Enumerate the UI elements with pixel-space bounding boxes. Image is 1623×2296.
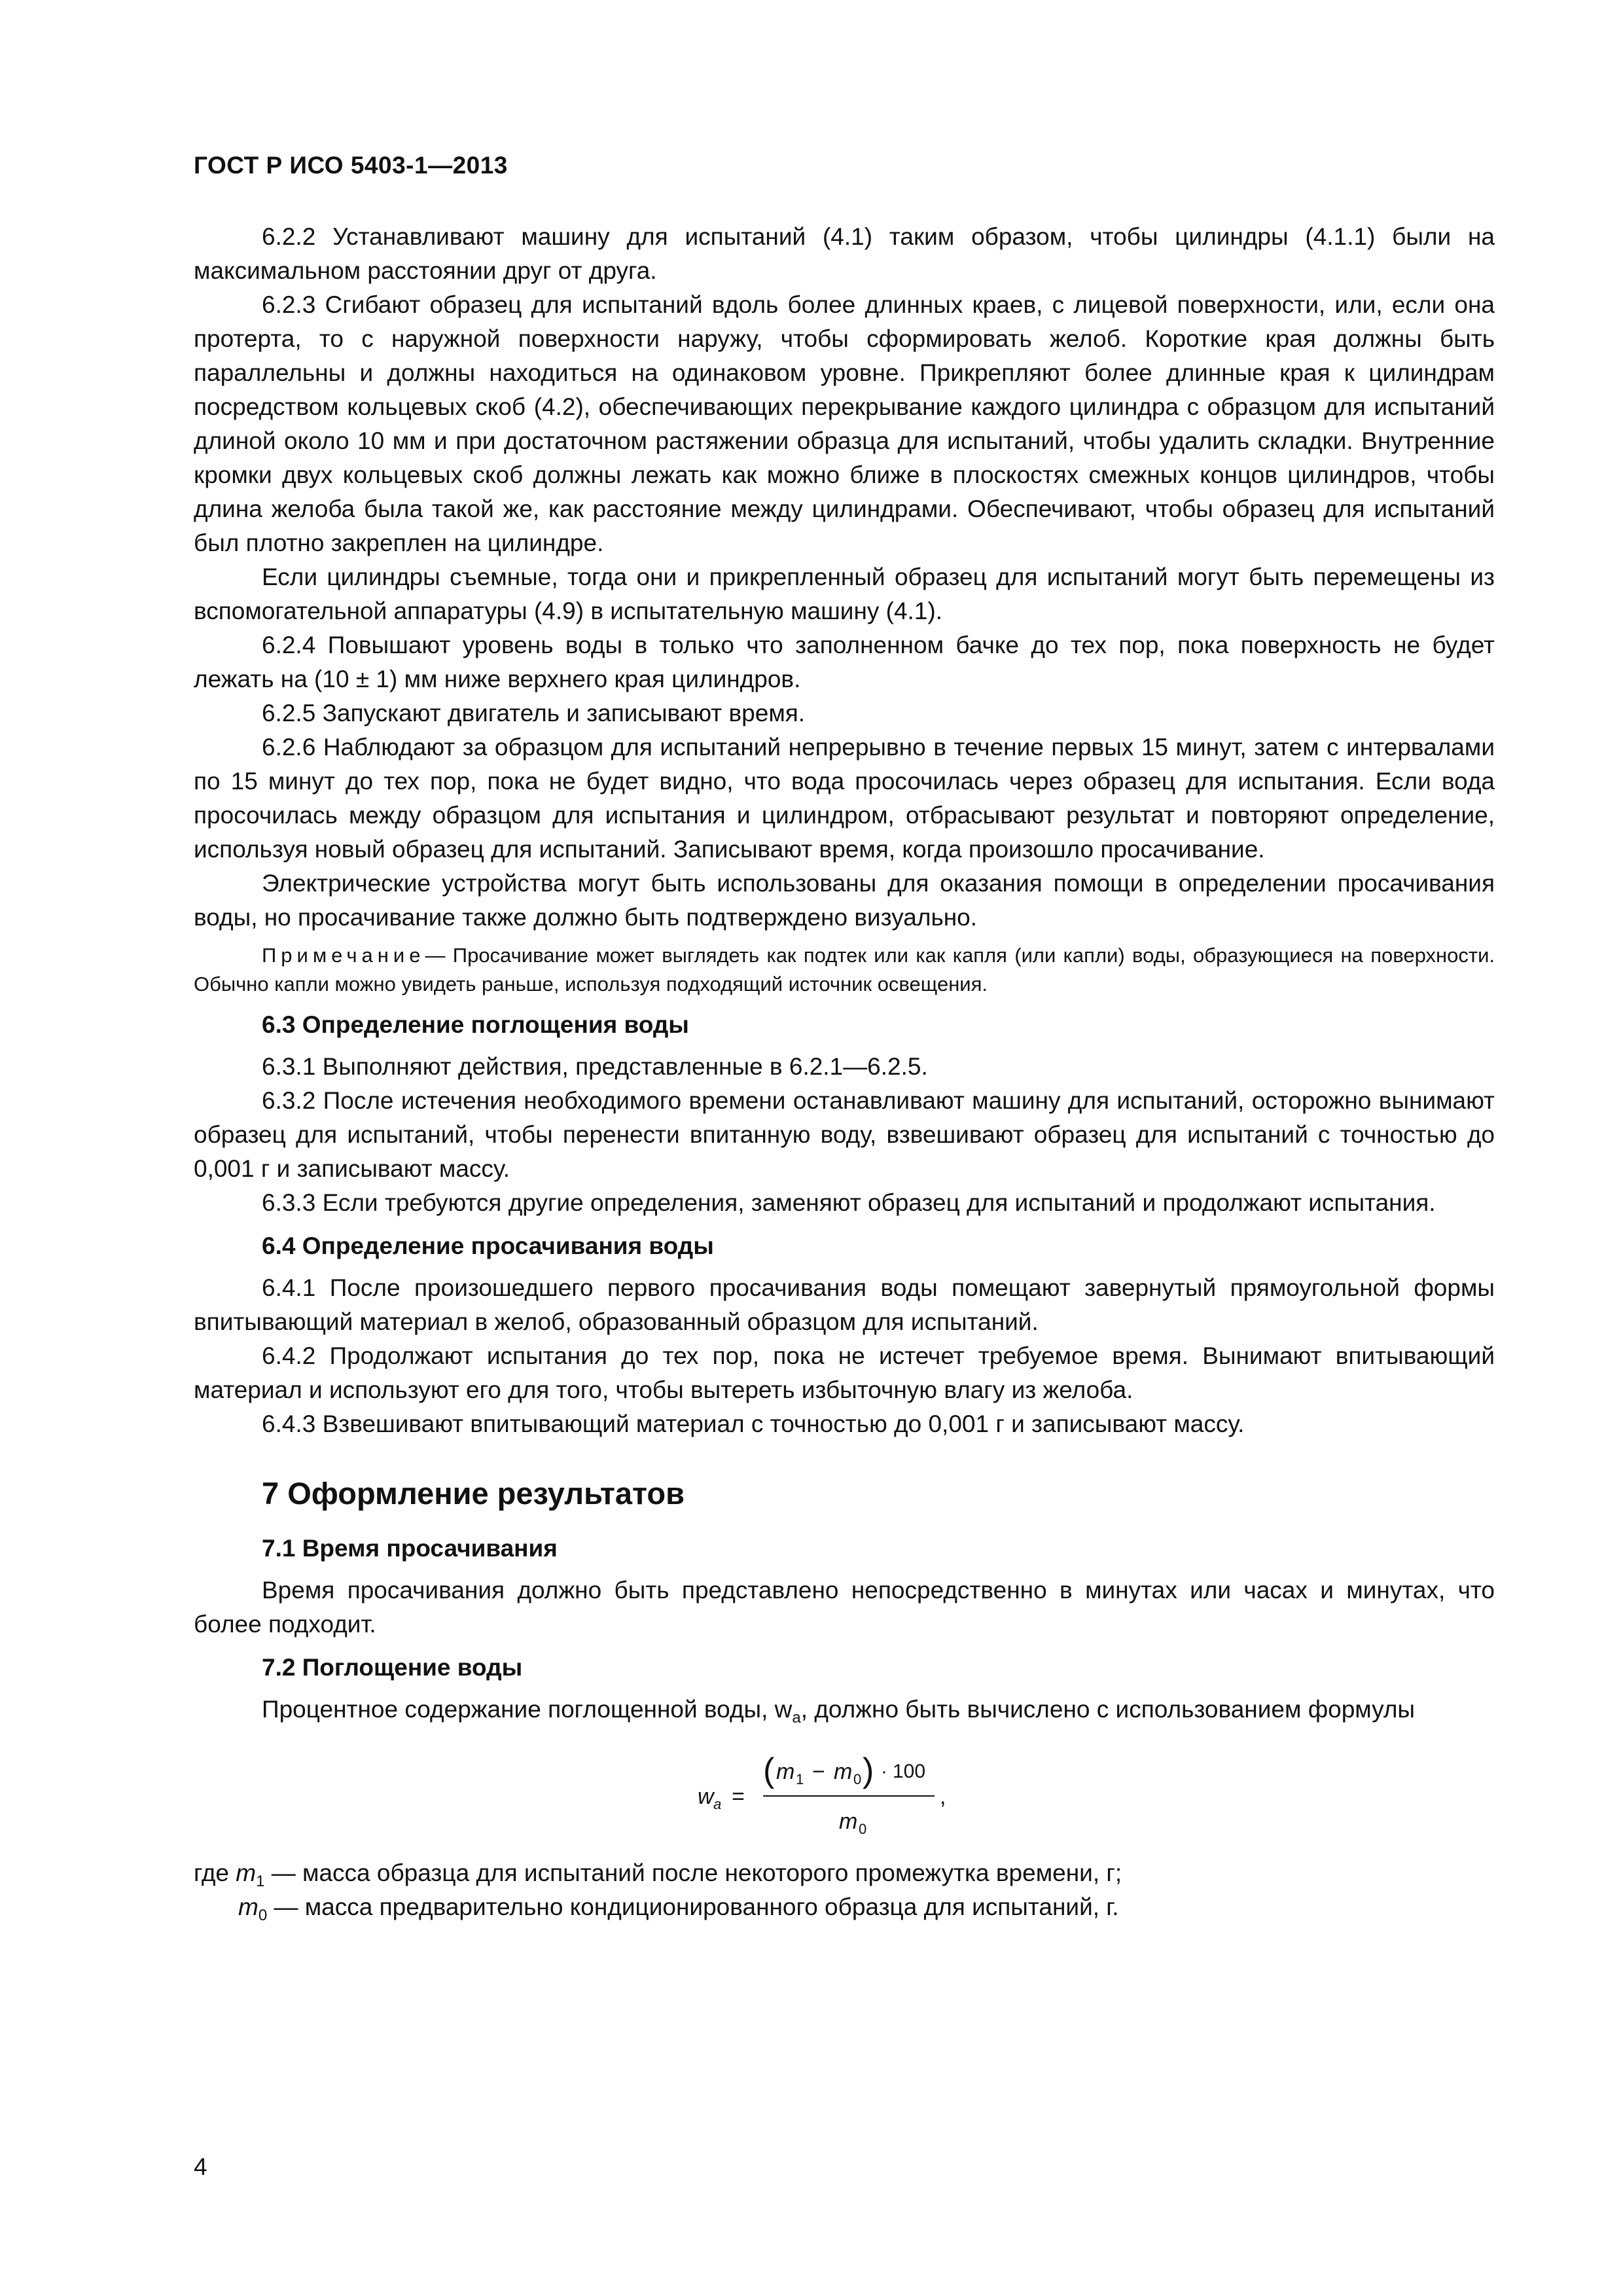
paragraph-6-2-5: 6.2.5 Запускают двигатель и записывают время. [262, 700, 806, 726]
legend-m0-var: m [238, 1893, 259, 1920]
formula-equals: = [732, 1784, 745, 1809]
paragraph-7-2-text-end: , должно быть вычислено с использованием формулы [800, 1696, 1416, 1723]
formula-paren-left: ( [763, 1751, 775, 1789]
heading-7-1: 7.1 Время просачивания [262, 1535, 558, 1562]
document-header: ГОСТ Р ИСО 5403-1—2013 [194, 152, 508, 179]
formula-denominator-var: m [839, 1809, 858, 1834]
legend-m0-description: — масса предварительно кондиционированного образца для испытаний, г. [267, 1893, 1119, 1920]
legend-m1-sub: 1 [256, 1873, 265, 1890]
formula-water-absorption [194, 1744, 1495, 1842]
paragraph-6-2-3: 6.2.3 Сгибают образец для испытаний вдоль более длинных краев, с лицевой поверхности, или, если она протерта, то с наружной поверхности наружу, чтобы сформировать желоб. Короткие края должны быть параллельны и должны находиться на одинаковом уровне. Прикрепляют более длинные края к цилиндрам посредством кольцевых скоб (4.2), обеспечивающих перекрывание каждого цилиндра с образцом для испытаний длиной около 10 мм и при достаточном растяжении образца для испытаний, чтобы удалить складки. Внутренние кромки двух кольцевых скоб должны лежать как можно ближе в плоскостях смежных концов цилиндров, чтобы длина желоба была такой же, как расстояние между цилиндрами. Обеспечивают, чтобы образец для испытаний был плотно закреплен на цилиндре. [194, 291, 1495, 556]
paragraph-7-2-text: Процентное содержание поглощенной воды, w [262, 1696, 793, 1723]
paragraph-6-4-2: 6.4.2 Продолжают испытания до тех пор, пока не истечет требуемое время. Вынимают впитывающий материал и используют его для того, чтобы вытереть избыточную влагу из желоба. [194, 1342, 1495, 1403]
paragraph-electric-devices: Электрические устройства могут быть использованы для оказания помощи в определении просачивания воды, но просачивание также должно быть подтверждено визуально. [194, 870, 1495, 931]
formula-m1-sub: 1 [796, 1771, 804, 1787]
paragraph-6-2-4: 6.2.4 Повышают уровень воды в только что заполненном бачке до тех пор, пока поверхность не будет лежать на (10 ± 1) мм ниже верхнего края цилиндров. [194, 632, 1495, 692]
legend-row-m0 [194, 1890, 1495, 1924]
formula-m0-sub: 0 [853, 1771, 862, 1787]
formula-denominator-sub: 0 [859, 1821, 867, 1837]
formula-m1-var: m [776, 1759, 795, 1784]
legend-m1-description: — масса образца для испытаний после некоторого промежутка времени, г; [264, 1859, 1122, 1886]
paragraph-6-3-1: 6.3.1 Выполняют действия, представленные в 6.2.1—6.2.5. [262, 1053, 928, 1080]
paragraph-6-4-1: 6.4.1 После произошедшего первого просачивания воды помещают завернутый прямоугольной формы впитывающий материал в желоб, образованный образцом для испытаний. [194, 1274, 1495, 1335]
paragraph-removable-cylinders: Если цилиндры съемные, тогда они и прикрепленный образец для испытаний могут быть перемещены из вспомогательной аппаратуры (4.9) в испытательную машину (4.1). [194, 564, 1495, 624]
formula-dot: · [881, 1761, 887, 1782]
page-number: 4 [194, 2153, 207, 2180]
note-text: — Просачивание может выглядеть как подтек или как капля (или капли) воды, образующиеся на поверхности. Обычно капли можно увидеть раньше, используя подходящий источник освещения. [194, 944, 1495, 996]
formula-m0-var: m [834, 1759, 853, 1784]
legend-m1-var: m [236, 1859, 257, 1886]
formula-svg [691, 1744, 1005, 1842]
legend-m0-sub: 0 [258, 1907, 268, 1924]
paragraph-7-2-subscript: a [792, 1709, 801, 1727]
heading-6-4: 6.4 Определение просачивания воды [262, 1232, 714, 1259]
formula-factor: 100 [893, 1761, 926, 1782]
note [194, 941, 1495, 999]
formula-paren-right: ) [863, 1751, 874, 1789]
document-body [194, 220, 1495, 1924]
paragraph-7-1: Время просачивания должно быть представлено непосредственно в минутах или часах и минутах, что более подходит. [194, 1577, 1495, 1638]
paragraph-7-2 [194, 1693, 1495, 1727]
legend-prefix: где [194, 1859, 230, 1886]
paragraph-6-4-3: 6.4.3 Взвешивают впитывающий материал с точностью до 0,001 г и записывают массу. [262, 1410, 1245, 1437]
paragraph-6-2-6: 6.2.6 Наблюдают за образцом для испытаний непрерывно в течение первых 15 минут, затем с интервалами по 15 минут до тех пор, пока не будет видно, что вода просочилась через образец для испытания. Если вода просочилась между образцом для испытания и цилиндром, отбрасывают результат и повторяют определение, используя новый образец для испытаний. Записывают время, когда произошло просачивание. [194, 734, 1495, 863]
heading-7: 7 Оформление результатов [262, 1476, 685, 1511]
formula-comma: , [940, 1784, 946, 1809]
paragraph-6-3-3: 6.3.3 Если требуются другие определения, заменяют образец для испытаний и продолжают испытания. [262, 1189, 1436, 1216]
paragraph-6-2-2: 6.2.2 Устанавливают машину для испытаний (4.1) таким образом, чтобы цилиндры (4.1.1) были на максимальном расстоянии друг от друга. [194, 223, 1495, 284]
note-label: Примечание [262, 944, 425, 967]
formula-lhs-sub: a [713, 1796, 722, 1812]
legend-row-m1 [194, 1856, 1495, 1890]
formula-legend [194, 1856, 1495, 1924]
paragraph-6-3-2: 6.3.2 После истечения необходимого времени останавливают машину для испытаний, осторожно вынимают образец для испытаний, чтобы перенести впитанную воду, взвешивают образец для испытаний с точностью до 0,001 г и записывают массу. [194, 1087, 1495, 1182]
formula-lhs-var: w [698, 1784, 714, 1809]
formula-minus: − [812, 1759, 825, 1784]
heading-6-3: 6.3 Определение поглощения воды [262, 1011, 689, 1038]
heading-7-2: 7.2 Поглощение воды [262, 1654, 523, 1681]
